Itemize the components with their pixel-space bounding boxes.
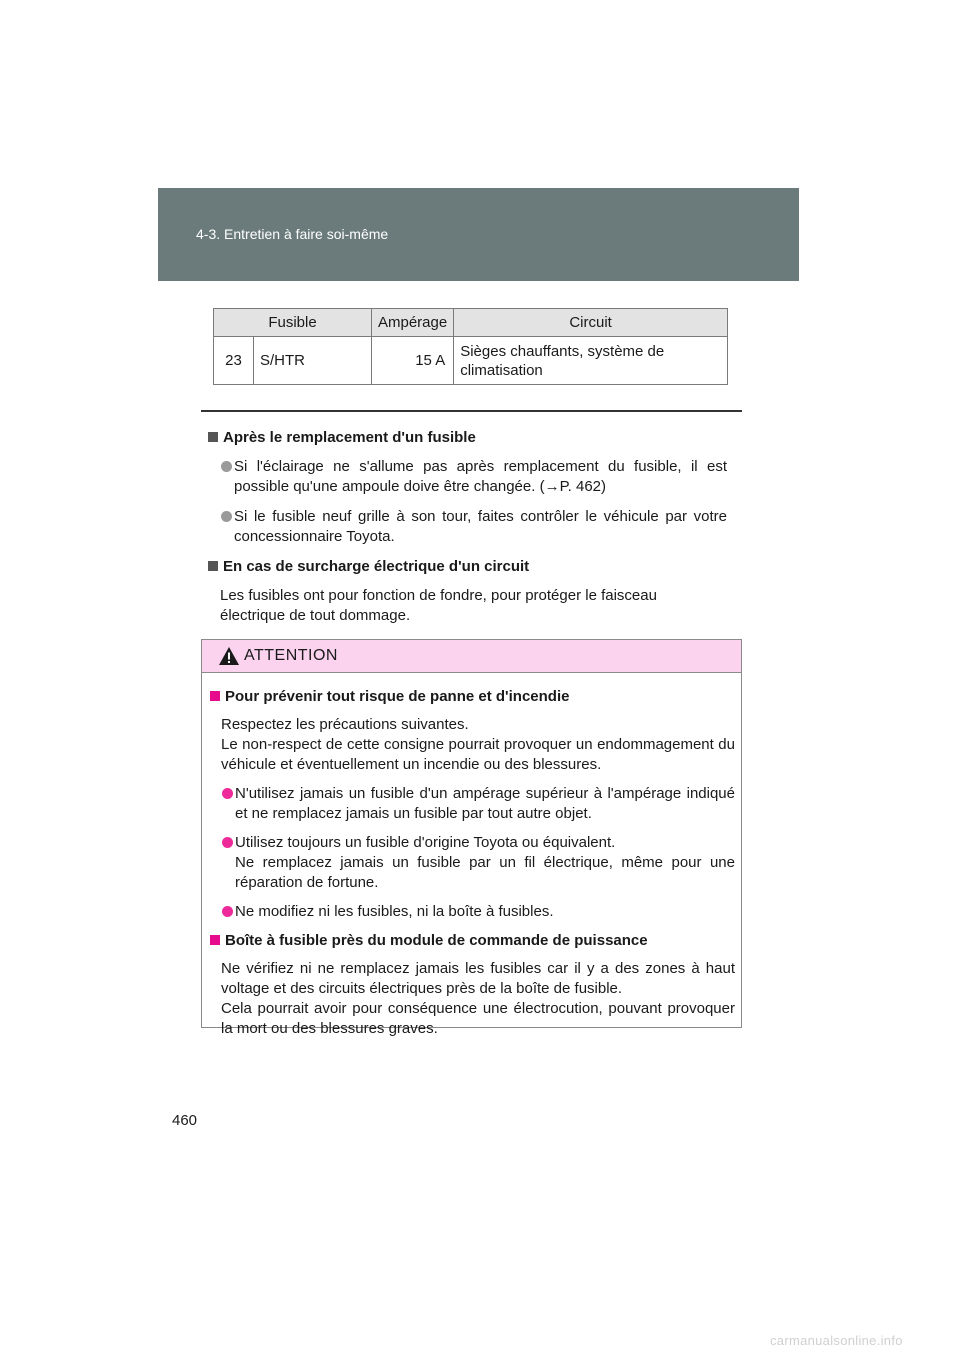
note-paragraph: Les fusibles ont pour fonction de fondre, pour protéger le faisceau électrique de tout dommage. (220, 587, 657, 624)
note-heading (208, 428, 742, 447)
section-header (158, 188, 799, 281)
circle-bullet-icon (222, 906, 233, 917)
list-item (202, 833, 735, 893)
warning-heading (210, 931, 735, 950)
warning-heading (210, 687, 735, 706)
warning-body (202, 673, 741, 1039)
square-bullet-icon (210, 935, 220, 945)
fuse-circuit-line1: Sièges chauffants, système de (460, 342, 665, 360)
list-item (201, 507, 727, 547)
square-bullet-icon (210, 691, 220, 701)
warning-heading-text: Pour prévenir tout risque de panne et d'incendie (225, 688, 570, 705)
square-bullet-icon (208, 432, 218, 442)
list-item (201, 457, 727, 497)
warning-triangle-icon (218, 646, 240, 666)
fuse-amperage: 15 A (372, 337, 454, 385)
list-item-text: Utilisez toujours un fusible d'origine Toyota ou équivalent. (235, 834, 616, 851)
fuse-circuit (454, 337, 728, 385)
list-item-text: Si le fusible neuf grille à son tour, faites contrôler le véhicule par votre concessionnaire Toyota. (234, 508, 727, 545)
column-header-amperage: Ampérage (372, 309, 454, 337)
circle-bullet-icon (221, 461, 232, 472)
notes-section (201, 428, 742, 636)
warning-paragraph-line: Ne vérifiez ni ne remplacez jamais les fusibles car il y a des zones à haut voltage et des circuits électriques près de la boîte de fusible. (221, 960, 735, 997)
page-number: 460 (172, 1112, 198, 1129)
warning-heading-text: Boîte à fusible près du module de commande de puissance (225, 932, 648, 949)
table-header-row (214, 309, 728, 337)
section-divider (201, 410, 742, 412)
fuse-circuit-line2: climatisation (460, 361, 543, 379)
circle-bullet-icon (222, 837, 233, 848)
circle-bullet-icon (222, 788, 233, 799)
list-item-text: Ne remplacez jamais un fusible par un fil électrique, même pour une réparation de fortune. (235, 854, 735, 891)
note-heading (208, 557, 742, 576)
warning-header (202, 640, 741, 673)
section-title: 4-3. Entretien à faire soi-même (196, 226, 389, 242)
warning-paragraph (221, 715, 735, 775)
warning-box (201, 639, 742, 1037)
square-bullet-icon (208, 561, 218, 571)
table-row (214, 337, 728, 385)
list-item (202, 902, 735, 922)
warning-paragraph-line: Le non-respect de cette consigne pourrait provoquer un endommagement du véhicule et éventuellement un incendie ou des blessures. (221, 736, 735, 773)
list-item-text: Si l'éclairage ne s'allume pas après remplacement du fusible, il est possible qu'une ampoule doive être changée. (→P. 462) (234, 458, 727, 495)
warning-paragraph (221, 959, 735, 1039)
warning-paragraph-line: Respectez les précautions suivantes. (221, 716, 469, 733)
warning-paragraph-line: Cela pourrait avoir pour conséquence une électrocution, pouvant provoquer la mort ou des blessures graves. (221, 1000, 735, 1037)
list-item (202, 784, 735, 824)
circle-bullet-icon (221, 511, 232, 522)
list-item-text: N'utilisez jamais un fusible d'un ampérage supérieur à l'ampérage indiqué et ne remplacez jamais un fusible par tout autre objet. (235, 785, 735, 822)
note-heading-text: Après le remplacement d'un fusible (223, 429, 476, 446)
column-header-circuit: Circuit (454, 309, 728, 337)
warning-title: ATTENTION (244, 647, 338, 664)
column-header-fusible: Fusible (214, 309, 372, 337)
note-heading-text: En cas de surcharge électrique d'un circuit (223, 558, 530, 575)
list-item-text: Ne modifiez ni les fusibles, ni la boîte à fusibles. (235, 903, 554, 920)
watermark: carmanualsonline.info (770, 1333, 903, 1348)
fuse-name: S/HTR (254, 337, 372, 385)
fuse-table (213, 308, 728, 385)
fuse-number: 23 (214, 337, 254, 385)
